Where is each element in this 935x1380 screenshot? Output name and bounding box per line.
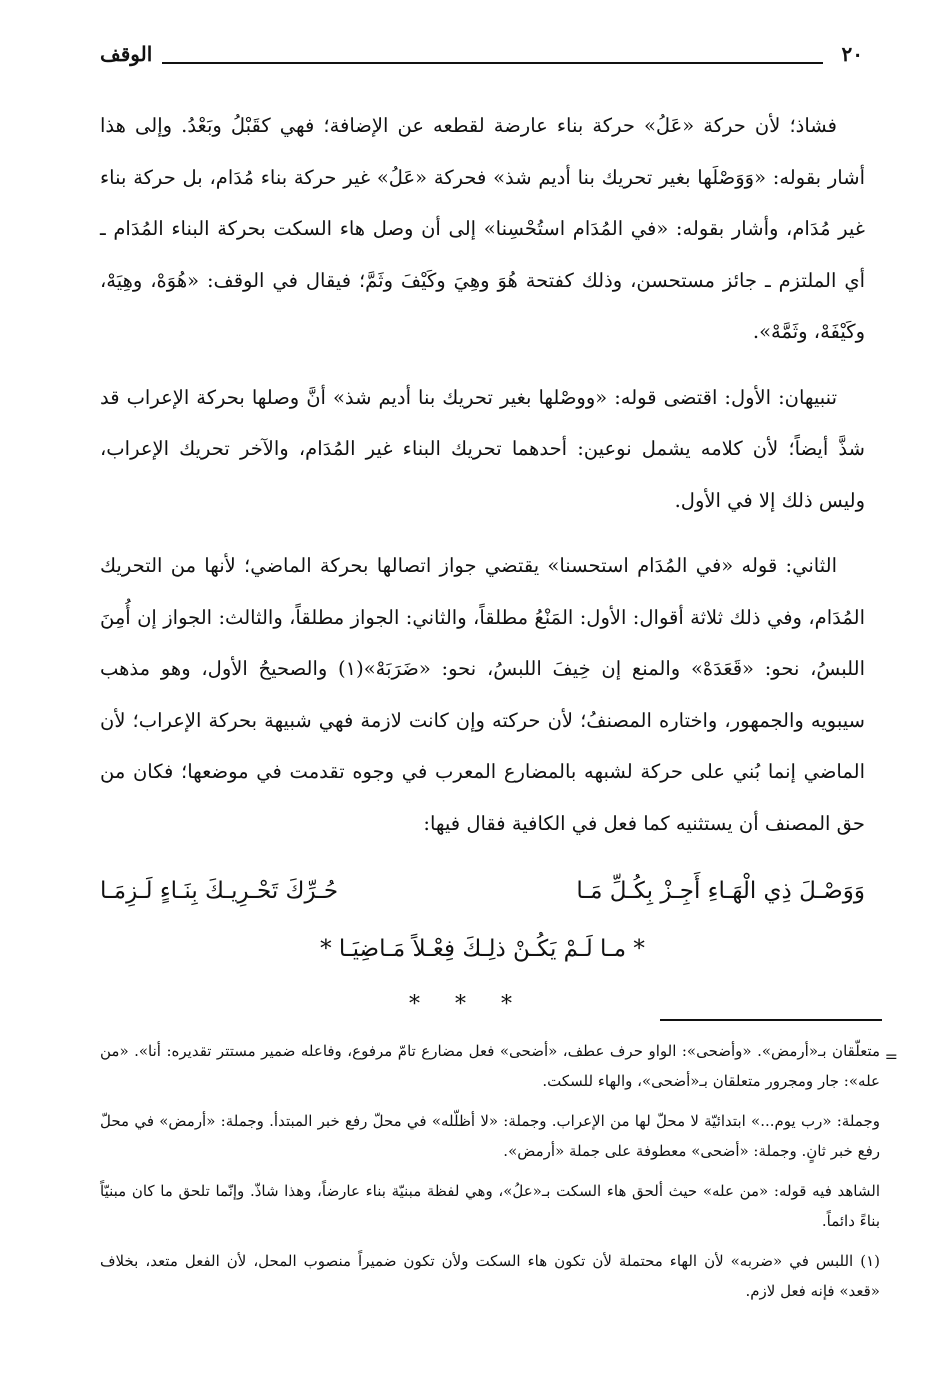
- paragraph-2: تنبيهان: الأول: اقتضى قوله: «ووصْلها بغير تحريك بنا أديم شذ» أنَّ وصلها بحركة الإعراب قد شذَّ أيضاً؛ لأن كلامه يشمل نوعين: أحدهما تحريك البناء غير المُدَام، والآخر تحريك الإعراب، وليس ذلك إلا في الأول.: [100, 385, 865, 512]
- section-separator: * * *: [409, 992, 526, 1017]
- paragraph-1: فشاذ؛ لأن حركة «عَلُ» حركة بناء عارضة لقطعه عن الإضافة؛ فهي كقَبْلُ وبَعْدُ. وإلى هذا أشار بقوله: «وَوَصْلَها بغير تحريك بنا أديم شذ» فحركة «عَلُ» غير حركة بناء مُدَام، بل حركة بناء غير مُدَام، وأشار بقوله: «في المُدَام استُحْسِنا» إلى أن وصل هاء السكت بحركة البناء المُدَام ـ أي الملتزم ـ جائز مستحسن، وذلك كفتحة هُوَ وهِيَ وكَيْفَ وثَمَّ؛ فيقال في الوقف: «هُوَهْ، وهِيَهْ، وكَيْفَهْ، وثَمَّهْ».: [100, 114, 865, 343]
- main-text: [100, 100, 865, 863]
- footnote-rule: [660, 1019, 882, 1021]
- footnote-4: (١) اللبس في «ضربه» لأن الهاء محتملة لأن تكون هاء السكت ولأن تكون ضميراً منصوب المحل، لأن الفعل متعد، بخلاف «قعد» فإنه فعل لازم.: [100, 1252, 880, 1300]
- footnote-2: وجملة: «رب يوم...» ابتدائيّة لا محلّ لها من الإعراب. وجملة: «لا أظلّله» في محلّ رفع خبر المبتدأ. وجملة: «أرمض» في محلّ رفع خبر ثانٍ. وجملة: «أضحى» معطوفة على جملة «أرمض».: [100, 1112, 880, 1160]
- footnote-continuation-mark: =: [884, 1047, 898, 1066]
- verse-hemistich-2: حُـرِّكَ تَحْـرِيـكَ بِنَـاءٍ لَـزِمَـا: [100, 878, 339, 904]
- verse-line-2: * مـا لَـمْ يَكُـنْ ذلِـكَ فِعْـلاً مَـاضِيَـا *: [320, 936, 645, 962]
- footnote-1: متعلّقان بـ«أرمض». «وأضحى»: الواو حرف عطف، «أضحى» فعل مضارع تامّ مرفوع، وفاعله ضمير مستتر تقديره: أنا». «من عله»: جار ومجرور متعلقان بـ«أضحى»، والهاء للسكت.: [100, 1042, 880, 1090]
- footnotes: [100, 1036, 898, 1316]
- footnote-3: الشاهد فيه قوله: «من عله» حيث ألحق هاء السكت بـ«علُ»، وهي لفظة مبنيّة بناء عارضاً، وهذا شاذّ. وإنّما تلحق ما كان مبنيّاً بناءً دائماً.: [100, 1182, 880, 1230]
- paragraph-3: الثاني: قوله «في المُدَام استحسنا» يقتضي جواز اتصالها بحركة الماضي؛ لأنها من التحريك المُدَام، وفي ذلك ثلاثة أقوال: الأول: المَنْعُ مطلقاً، والثاني: الجواز مطلقاً، والثالث: الجواز إن أُمِنَ اللبسُ، نحو: «قَعَدَهْ» والمنع إن خِيفَ اللبسُ، نحو: «ضَرَبَهْ»(١) والصحيحُ الأول، وهو مذهب سيبويه والجمهور، واختاره المصنفُ؛ لأن حركته وإن كانت لازمة فهي شبيهة بحركة الإعراب؛ لأن الماضي إنما بُني على حركة لشبهه بالمضارع المعرب في وجوه تقدمت في موضعها؛ فكان من حق المصنف أن يستثنيه كما فعل في الكافية فقال فيها:: [100, 554, 865, 835]
- verse-hemistich-1: وَوَصْـلَ ذِي الْهَـاءِ أَجِـزْ بِكُـلِّ مَـا: [576, 878, 865, 904]
- page-number: ٢٠: [841, 42, 863, 66]
- header-rule: [162, 62, 823, 64]
- page-header: [100, 40, 863, 80]
- running-title: الوقف: [100, 42, 153, 66]
- poem-verse: [100, 862, 865, 978]
